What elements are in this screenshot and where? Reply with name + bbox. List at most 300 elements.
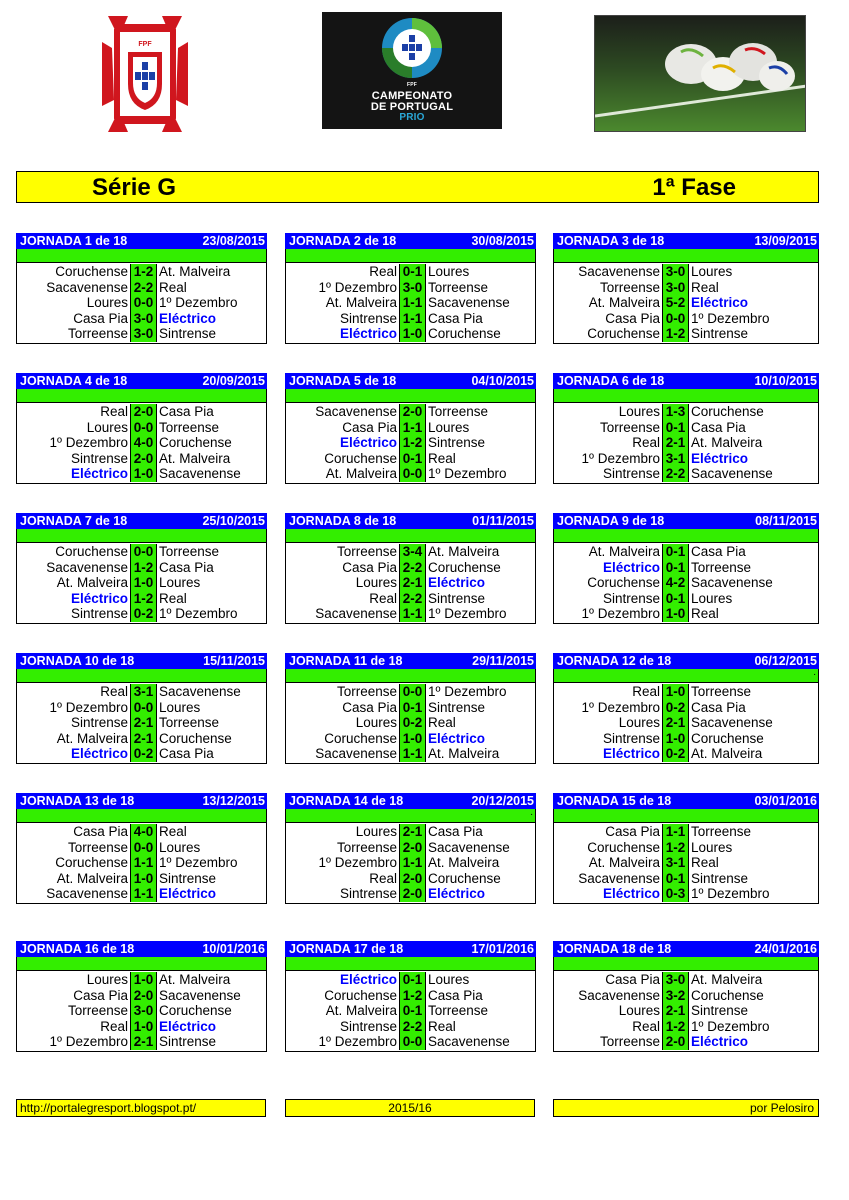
away-team: Eléctrico bbox=[428, 886, 486, 901]
game-row bbox=[554, 700, 818, 716]
away-team: Casa Pia bbox=[428, 824, 483, 839]
round-date: 01/11/2015 bbox=[472, 514, 534, 528]
match-score: 3-0 bbox=[399, 280, 426, 296]
match-score: 2-0 bbox=[399, 871, 426, 887]
away-team: Sintrense bbox=[691, 870, 749, 886]
home-team: Sintrense bbox=[339, 886, 397, 901]
away-team: Eléctrico bbox=[691, 450, 749, 466]
round-date: 20/12/2015 bbox=[471, 794, 534, 808]
home-team: Eléctrico bbox=[339, 972, 397, 987]
game-row bbox=[286, 1003, 535, 1019]
away-team: Coruchense bbox=[428, 326, 501, 341]
match-score: 3-1 bbox=[662, 855, 689, 871]
home-team: At. Malveira bbox=[325, 1003, 397, 1018]
games-list bbox=[553, 543, 819, 624]
game-row bbox=[17, 451, 266, 467]
game-row bbox=[554, 886, 818, 902]
home-team: At. Malveira bbox=[588, 544, 660, 559]
home-team: Real bbox=[100, 404, 128, 419]
logo-text-line1: CAMPEONATO bbox=[371, 90, 453, 102]
away-team: Casa Pia bbox=[159, 746, 214, 761]
game-row bbox=[554, 295, 818, 311]
match-score: 0-0 bbox=[130, 544, 157, 560]
round-subheader bbox=[553, 389, 819, 403]
match-score: 0-1 bbox=[399, 264, 426, 280]
round-name: JORNADA 8 de 18 bbox=[289, 514, 397, 528]
game-row bbox=[17, 886, 266, 902]
game-row bbox=[554, 326, 818, 342]
match-score: 0-3 bbox=[662, 886, 689, 902]
round-header bbox=[16, 513, 267, 529]
away-team: Sacavenense bbox=[159, 684, 241, 699]
round-header bbox=[553, 941, 819, 957]
round-subheader bbox=[553, 809, 819, 823]
home-team: Casa Pia bbox=[605, 310, 660, 326]
match-score: 2-0 bbox=[130, 451, 157, 467]
match-score: 1-2 bbox=[399, 435, 426, 451]
game-row bbox=[286, 871, 535, 887]
round-box bbox=[16, 513, 267, 624]
away-team: Casa Pia bbox=[159, 559, 214, 575]
game-row bbox=[17, 988, 266, 1004]
game-row bbox=[554, 311, 818, 327]
game-row bbox=[554, 731, 818, 747]
game-row bbox=[286, 824, 535, 840]
round-date: 17/01/2016 bbox=[471, 942, 534, 956]
round-box bbox=[285, 653, 536, 764]
games-list bbox=[285, 971, 536, 1052]
away-team: At. Malveira bbox=[428, 544, 500, 559]
round-date: 03/01/2016 bbox=[754, 794, 817, 808]
away-team: Eléctrico bbox=[428, 575, 486, 590]
games-list bbox=[285, 403, 536, 484]
game-row bbox=[286, 731, 535, 747]
round-subheader bbox=[16, 389, 267, 403]
game-row bbox=[554, 824, 818, 840]
away-team: Eléctrico bbox=[159, 886, 217, 901]
home-team: Loures bbox=[618, 715, 660, 730]
round-name: JORNADA 9 de 18 bbox=[557, 514, 665, 528]
away-team: Real bbox=[691, 606, 719, 621]
away-team: Eléctrico bbox=[159, 310, 217, 326]
game-row bbox=[286, 855, 535, 871]
away-team: Real bbox=[428, 450, 456, 466]
match-score: 0-0 bbox=[130, 295, 157, 311]
home-team: Casa Pia bbox=[342, 699, 397, 715]
away-team: Sintrense bbox=[159, 326, 217, 341]
home-team: Torreense bbox=[67, 839, 128, 855]
match-score: 2-2 bbox=[399, 591, 426, 607]
home-team: Casa Pia bbox=[73, 824, 128, 839]
away-team: Real bbox=[159, 824, 187, 839]
home-team: Loures bbox=[355, 824, 397, 839]
home-team: 1º Dezembro bbox=[581, 450, 660, 466]
away-team: Coruchense bbox=[428, 559, 501, 575]
match-score: 1-0 bbox=[662, 606, 689, 622]
away-team: Casa Pia bbox=[691, 419, 746, 435]
match-score: 2-1 bbox=[399, 824, 426, 840]
games-list bbox=[16, 403, 267, 484]
game-row bbox=[17, 871, 266, 887]
away-team: Coruchense bbox=[159, 1003, 232, 1018]
round-subheader bbox=[553, 669, 819, 683]
campeonato-de-portugal-logo bbox=[322, 12, 502, 129]
round-date: 23/08/2015 bbox=[202, 234, 265, 248]
home-team: Sacavenense bbox=[46, 559, 128, 575]
home-team: Casa Pia bbox=[605, 824, 660, 839]
home-team: Sintrense bbox=[70, 606, 128, 621]
home-team: Real bbox=[100, 684, 128, 699]
round-header bbox=[16, 941, 267, 957]
away-team: Real bbox=[428, 1018, 456, 1034]
game-row bbox=[554, 280, 818, 296]
match-score: 2-2 bbox=[399, 560, 426, 576]
games-list bbox=[553, 823, 819, 904]
game-row bbox=[286, 591, 535, 607]
match-score: 2-1 bbox=[130, 731, 157, 747]
away-team: Torreense bbox=[428, 404, 489, 419]
game-row bbox=[554, 575, 818, 591]
game-row bbox=[17, 435, 266, 451]
game-row bbox=[17, 591, 266, 607]
match-score: 0-1 bbox=[399, 451, 426, 467]
away-team: Torreense bbox=[159, 544, 220, 559]
match-score: 3-4 bbox=[399, 544, 426, 560]
away-team: Sintrense bbox=[428, 699, 486, 715]
round-header bbox=[285, 373, 536, 389]
home-team: Torreense bbox=[336, 684, 397, 699]
home-team: Sintrense bbox=[70, 450, 128, 466]
away-team: 1º Dezembro bbox=[428, 466, 507, 481]
game-row bbox=[17, 404, 266, 420]
match-score: 0-1 bbox=[662, 420, 689, 436]
game-row bbox=[17, 544, 266, 560]
round-box bbox=[553, 653, 819, 764]
round-box bbox=[16, 941, 267, 1052]
games-list bbox=[553, 971, 819, 1052]
match-score: 2-2 bbox=[130, 280, 157, 296]
match-score: 2-0 bbox=[662, 1034, 689, 1050]
match-score: 0-0 bbox=[399, 466, 426, 482]
away-team: 1º Dezembro bbox=[428, 606, 507, 621]
match-score: 1-0 bbox=[399, 326, 426, 342]
away-team: Sacavenense bbox=[428, 1034, 510, 1049]
away-team: Sacavenense bbox=[159, 466, 241, 481]
match-score: 0-0 bbox=[130, 700, 157, 716]
match-score: 1-2 bbox=[130, 591, 157, 607]
game-row bbox=[17, 326, 266, 342]
match-score: 1-0 bbox=[662, 684, 689, 700]
round-date: 25/10/2015 bbox=[202, 514, 265, 528]
round-header bbox=[285, 233, 536, 249]
match-score: 0-1 bbox=[662, 871, 689, 887]
match-score: 3-0 bbox=[662, 264, 689, 280]
game-row bbox=[17, 295, 266, 311]
round-name: JORNADA 13 de 18 bbox=[20, 794, 135, 808]
home-team: At. Malveira bbox=[56, 575, 128, 590]
game-row bbox=[286, 840, 535, 856]
away-team: Loures bbox=[159, 839, 201, 855]
match-score: 0-1 bbox=[662, 560, 689, 576]
away-team: Coruchense bbox=[691, 730, 764, 746]
round-date: 30/08/2015 bbox=[471, 234, 534, 248]
away-team: Sacavenense bbox=[159, 987, 241, 1003]
game-row bbox=[17, 420, 266, 436]
game-row bbox=[286, 544, 535, 560]
game-row bbox=[17, 824, 266, 840]
match-score: 2-0 bbox=[130, 988, 157, 1004]
home-team: 1º Dezembro bbox=[581, 606, 660, 621]
round-header bbox=[16, 653, 267, 669]
away-team: Sintrense bbox=[691, 326, 749, 341]
game-row bbox=[554, 560, 818, 576]
game-row bbox=[554, 591, 818, 607]
game-row bbox=[554, 840, 818, 856]
home-team: 1º Dezembro bbox=[49, 1034, 128, 1049]
game-row bbox=[17, 684, 266, 700]
match-score: 1-0 bbox=[130, 972, 157, 988]
games-list bbox=[553, 403, 819, 484]
round-name: JORNADA 4 de 18 bbox=[20, 374, 128, 388]
home-team: At. Malveira bbox=[56, 870, 128, 886]
serie-title: Série G bbox=[92, 174, 177, 201]
away-team: Sintrense bbox=[691, 1003, 749, 1018]
home-team: Coruchense bbox=[324, 450, 397, 466]
home-team: Sacavenense bbox=[578, 264, 660, 279]
round-name: JORNADA 14 de 18 bbox=[289, 794, 404, 808]
match-score: 2-1 bbox=[662, 715, 689, 731]
match-score: 1-1 bbox=[399, 311, 426, 327]
match-score: 1-2 bbox=[662, 1019, 689, 1035]
match-score: 2-1 bbox=[130, 715, 157, 731]
match-score: 3-0 bbox=[130, 1003, 157, 1019]
game-row bbox=[554, 746, 818, 762]
home-team: Sacavenense bbox=[315, 404, 397, 419]
game-row bbox=[17, 264, 266, 280]
away-team: Loures bbox=[428, 419, 470, 435]
round-subheader bbox=[553, 529, 819, 543]
round-header bbox=[285, 653, 536, 669]
away-team: Sacavenense bbox=[428, 295, 510, 310]
match-score: 2-1 bbox=[662, 1003, 689, 1019]
away-team: Real bbox=[159, 590, 187, 606]
game-row bbox=[17, 280, 266, 296]
round-date: 10/10/2015 bbox=[754, 374, 817, 388]
away-team: 1º Dezembro bbox=[691, 886, 770, 901]
home-team: Eléctrico bbox=[602, 746, 660, 761]
round-subheader bbox=[285, 249, 536, 263]
games-list bbox=[285, 543, 536, 624]
home-team: Loures bbox=[355, 575, 397, 590]
round-name: JORNADA 10 de 18 bbox=[20, 654, 135, 668]
away-team: Sacavenense bbox=[691, 575, 773, 590]
game-row bbox=[17, 715, 266, 731]
game-row bbox=[17, 466, 266, 482]
round-name: JORNADA 5 de 18 bbox=[289, 374, 397, 388]
round-subheader bbox=[285, 389, 536, 403]
away-team: Casa Pia bbox=[428, 987, 483, 1003]
home-team: Coruchense bbox=[587, 326, 660, 341]
match-score: 0-2 bbox=[662, 746, 689, 762]
away-team: Torreense bbox=[691, 559, 752, 575]
match-score: 1-1 bbox=[662, 824, 689, 840]
home-team: Real bbox=[369, 870, 397, 886]
round-subheader bbox=[285, 669, 536, 683]
match-score: 0-0 bbox=[130, 420, 157, 436]
match-score: 2-0 bbox=[130, 404, 157, 420]
home-team: 1º Dezembro bbox=[581, 699, 660, 715]
round-header bbox=[285, 793, 536, 809]
away-team: Eléctrico bbox=[691, 295, 749, 310]
fpf-crest-logo bbox=[100, 12, 190, 136]
round-name: JORNADA 2 de 18 bbox=[289, 234, 397, 248]
home-team: Torreense bbox=[67, 326, 128, 341]
away-team: Coruchense bbox=[159, 435, 232, 450]
match-score: 1-1 bbox=[399, 606, 426, 622]
away-team: Torreense bbox=[691, 684, 752, 699]
away-team: 1º Dezembro bbox=[159, 606, 238, 621]
round-header bbox=[16, 373, 267, 389]
home-team: Sintrense bbox=[339, 1018, 397, 1034]
home-team: Eléctrico bbox=[70, 746, 128, 761]
game-row bbox=[554, 684, 818, 700]
match-score: 1-1 bbox=[399, 420, 426, 436]
round-name: JORNADA 1 de 18 bbox=[20, 234, 128, 248]
home-team: Torreense bbox=[599, 1034, 660, 1049]
away-team: Sintrense bbox=[159, 1034, 217, 1049]
home-team: Sacavenense bbox=[315, 746, 397, 761]
round-header bbox=[553, 653, 819, 669]
round-name: JORNADA 18 de 18 bbox=[557, 942, 672, 956]
game-row bbox=[554, 1019, 818, 1035]
away-team: Coruchense bbox=[159, 730, 232, 746]
home-team: At. Malveira bbox=[588, 855, 660, 870]
away-team: At. Malveira bbox=[428, 746, 500, 761]
round-header bbox=[553, 373, 819, 389]
game-row bbox=[286, 420, 535, 436]
home-team: Eléctrico bbox=[602, 886, 660, 901]
home-team: Eléctrico bbox=[70, 466, 128, 481]
match-score: 3-0 bbox=[130, 326, 157, 342]
match-score: 1-1 bbox=[130, 886, 157, 902]
away-team: Torreense bbox=[428, 279, 489, 295]
round-name: JORNADA 17 de 18 bbox=[289, 942, 404, 956]
round-box bbox=[553, 941, 819, 1052]
round-box bbox=[553, 373, 819, 484]
round-name: JORNADA 6 de 18 bbox=[557, 374, 665, 388]
away-team: Sacavenense bbox=[428, 839, 510, 855]
away-team: Loures bbox=[159, 575, 201, 590]
match-score: 1-3 bbox=[662, 404, 689, 420]
game-row bbox=[554, 466, 818, 482]
game-row bbox=[554, 715, 818, 731]
home-team: Loures bbox=[86, 295, 128, 310]
title-bar bbox=[16, 171, 819, 203]
away-team: Loures bbox=[428, 264, 470, 279]
game-row bbox=[17, 746, 266, 762]
home-team: Torreense bbox=[336, 839, 397, 855]
round-subheader bbox=[16, 669, 267, 683]
game-row bbox=[286, 575, 535, 591]
home-team: Eléctrico bbox=[602, 559, 660, 575]
game-row bbox=[286, 684, 535, 700]
match-score: 3-0 bbox=[662, 972, 689, 988]
match-score: 0-2 bbox=[399, 715, 426, 731]
game-row bbox=[286, 886, 535, 902]
home-team: Sacavenense bbox=[315, 606, 397, 621]
footballs-photo bbox=[594, 15, 806, 132]
away-team: Eléctrico bbox=[691, 1034, 749, 1049]
match-score: 1-0 bbox=[130, 575, 157, 591]
match-score: 1-1 bbox=[399, 295, 426, 311]
away-team: At. Malveira bbox=[691, 746, 763, 761]
game-row bbox=[554, 606, 818, 622]
home-team: 1º Dezembro bbox=[318, 1034, 397, 1049]
match-score: 2-0 bbox=[399, 404, 426, 420]
away-team: Sintrense bbox=[428, 590, 486, 606]
game-row bbox=[286, 988, 535, 1004]
home-team: Real bbox=[632, 1018, 660, 1034]
away-team: At. Malveira bbox=[691, 435, 763, 450]
home-team: Loures bbox=[86, 972, 128, 987]
match-score: 1-0 bbox=[662, 731, 689, 747]
match-score: 2-1 bbox=[662, 435, 689, 451]
home-team: Sintrense bbox=[602, 590, 660, 606]
home-team: Eléctrico bbox=[339, 326, 397, 341]
home-team: Real bbox=[632, 435, 660, 450]
round-box bbox=[16, 653, 267, 764]
svg-text:FPF: FPF bbox=[138, 41, 152, 48]
game-row bbox=[554, 544, 818, 560]
round-box bbox=[285, 513, 536, 624]
match-score: 1-2 bbox=[662, 840, 689, 856]
game-row bbox=[17, 560, 266, 576]
away-team: Real bbox=[159, 279, 187, 295]
match-score: 0-2 bbox=[662, 700, 689, 716]
home-team: 1º Dezembro bbox=[318, 855, 397, 870]
home-team: Coruchense bbox=[55, 855, 128, 870]
footer-url: http://portalegresport.blogspot.pt/ bbox=[16, 1099, 266, 1117]
games-list bbox=[285, 823, 536, 904]
home-team: Torreense bbox=[336, 544, 397, 559]
round-date: 04/10/2015 bbox=[471, 374, 534, 388]
home-team: 1º Dezembro bbox=[49, 435, 128, 450]
home-team: Sintrense bbox=[602, 730, 660, 746]
home-team: Coruchense bbox=[587, 839, 660, 855]
match-score: 3-1 bbox=[130, 684, 157, 700]
home-team: Torreense bbox=[599, 279, 660, 295]
away-team: Loures bbox=[691, 590, 733, 606]
away-team: Coruchense bbox=[428, 870, 501, 886]
away-team: Real bbox=[691, 279, 719, 295]
match-score: 0-0 bbox=[399, 1034, 426, 1050]
game-row bbox=[554, 855, 818, 871]
game-row bbox=[17, 575, 266, 591]
round-subheader bbox=[285, 809, 536, 823]
round-header bbox=[553, 793, 819, 809]
game-row bbox=[286, 311, 535, 327]
home-team: Real bbox=[632, 684, 660, 699]
home-team: Casa Pia bbox=[73, 310, 128, 326]
away-team: At. Malveira bbox=[159, 972, 231, 987]
round-date: 15/11/2015 bbox=[203, 654, 265, 668]
match-score: 3-0 bbox=[130, 311, 157, 327]
away-team: 1º Dezembro bbox=[691, 1018, 770, 1034]
away-team: Sacavenense bbox=[691, 466, 773, 481]
away-team: Loures bbox=[691, 839, 733, 855]
round-date: 29/11/2015 bbox=[472, 654, 534, 668]
game-row bbox=[286, 972, 535, 988]
